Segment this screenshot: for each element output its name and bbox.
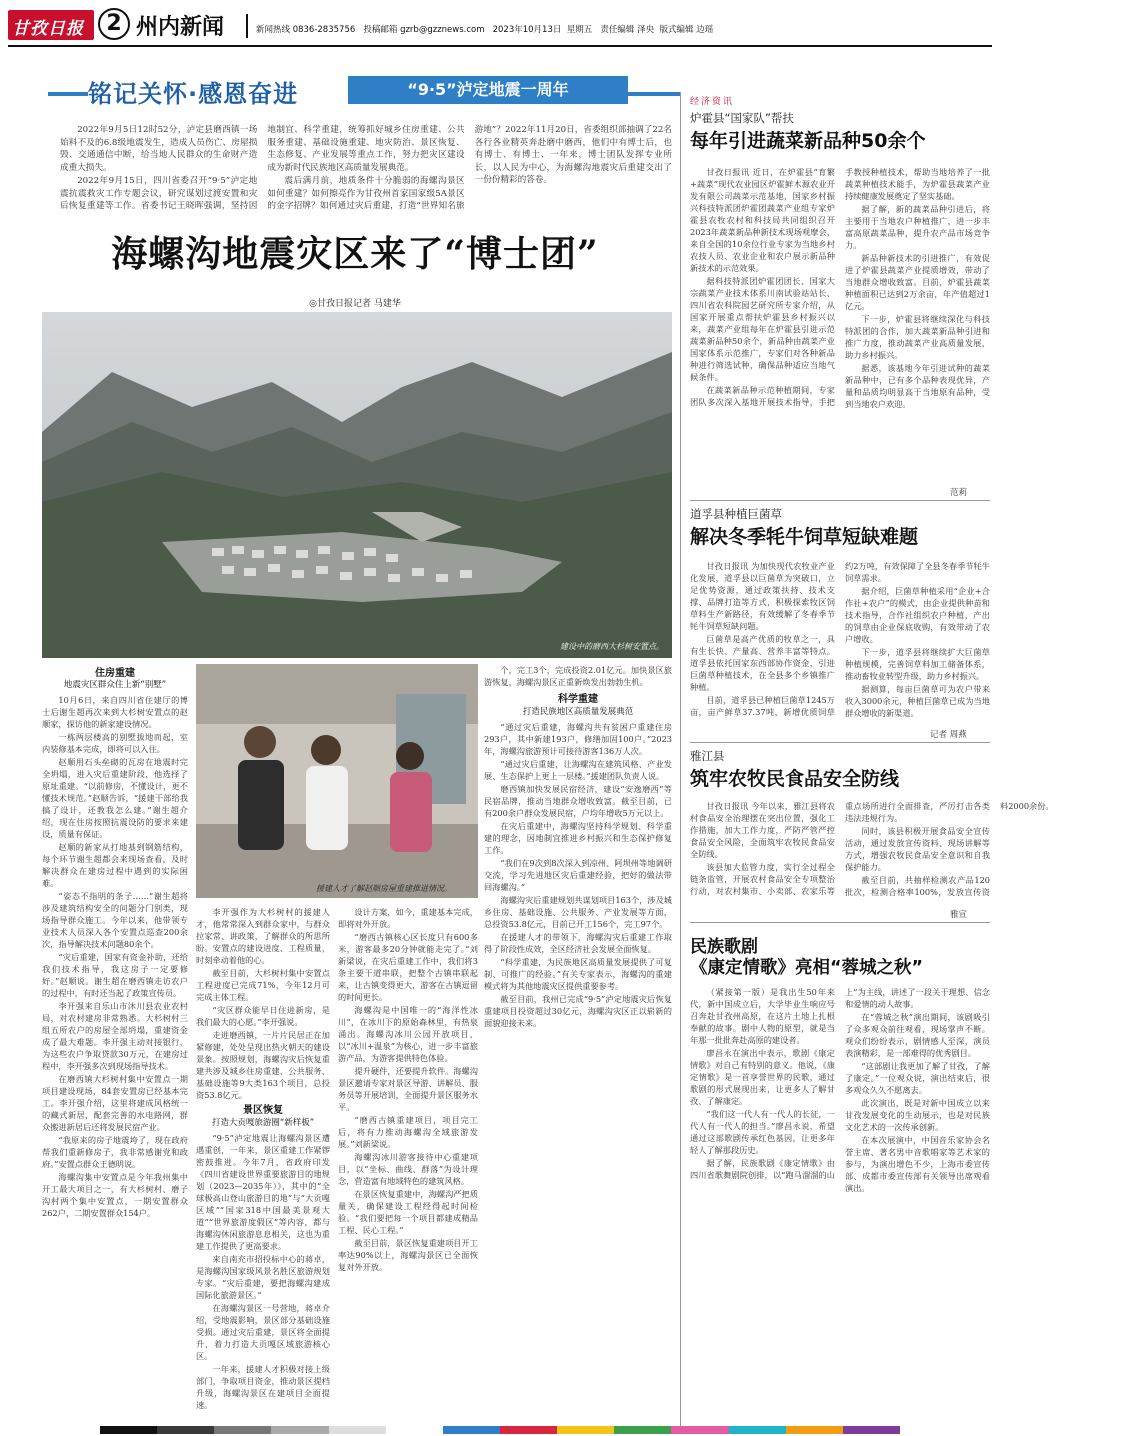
article-paragraph: “灾后重建，国家有资金补助，还给我们技术指导，我这房子一定要修好。”赵顺说。谢生超在磨西镇走访农户的过程中，有时还当起了政策宣传员。 xyxy=(42,952,188,998)
news1-paragraph: 据科技特派团炉霍团团长、国家大宗蔬菜产业技术体系川南试验站站长、四川省农科院园艺研究所专家介绍，从国家开展重点帮扶炉霍县乡村振兴以来，蔬菜产业组每年在炉霍县引进示范蔬菜新品种50余个，新品种由蔬菜产业国家体系示范推广，专家们对各种新品种进行筛选试种，确保品种适应当地气候条件。 xyxy=(690,276,835,382)
article-paragraph: 在援建人才的带领下，海螺沟灾后重建工作取得了阶段性成效，全区经济社会发展全面恢复。 xyxy=(484,932,672,954)
hotline: 新闻热线 0836-2835756 xyxy=(256,25,356,35)
article-paragraph: 赵顺的新家从打地基到钢筋结构，每个环节谢生超都会来现场查看，及时解决群众在建房过程中遇到的实际困难。 xyxy=(42,842,188,888)
article-paragraph: 在景区恢复重建中，海螺沟严把质量关，确保建设工程经得起时间检验。“我们要把每一个项目都建成精品工程、民心工程。” xyxy=(338,1189,478,1235)
article-paragraph: “姿态不指明的条子……”谢生超将涉及建筑结构安全的问题分门别类，现场指导群众施工。今年以来，他带领专业技术人员深入各个安置点巡查200余次，指导解决技术问题80余个。 xyxy=(42,891,188,949)
news4-paragraph: （紧接第一版）是我出生50年来代，新中国成立后，大学毕业生响应号召奔赴甘孜州高原，在这片土地上扎根奉献的故事。剧中人物的原型，就是当年那一批批奔赴高原的建设者。 xyxy=(690,987,835,1045)
article-paragraph: 一栋两层楼高的别墅拔地而起，室内装修基本完成，即将可以入住。 xyxy=(42,732,188,754)
masthead-rule xyxy=(8,45,992,47)
article-paragraph: 李开强来自乐山市沐川县农业农村局，对农村建房非常熟悉。大杉树村三组五所农户的房屋全部坍塌，重建资金成了最大难题。李开强主动对接银行，为这些农户争取贷款30万元，在建房过程中，李开强多次到现场指导技术。 xyxy=(42,1001,188,1071)
color-swatch xyxy=(157,1426,214,1434)
news3-body xyxy=(690,800,1054,908)
news4-paragraph: “我们这一代人有一代人的长征，一代人有一代人的担当。”廖昌永说，希望通过这部歌剧传承红色基因，让更多年轻人了解那段历史。 xyxy=(690,1109,835,1155)
article-column-4 xyxy=(484,664,672,1424)
color-swatch xyxy=(500,1426,557,1434)
news1-author: 范莉 xyxy=(950,488,968,498)
news1-subtitle: 炉霍县“国家队”帮扶 xyxy=(690,111,794,125)
page-number: 2 xyxy=(98,8,130,40)
news1-paragraph: 下一步，炉霍县将继续深化与科技特派团的合作，加大蔬菜新品种引进和推广力度，推动蔬菜产业高质量发展，助力乡村振兴。 xyxy=(845,314,990,360)
editor: 责任编辑 泽央 xyxy=(600,25,655,35)
article-paragraph: “9·5”泸定地震让海螺沟景区遭遇重创，一年来，景区重建工作紧锣密鼓推进。今年7月，省政府印发《四川省建设世界重要旅游目的地规划（2023—2035年）》，其中的“全球极高山登山旅游目的地”与“大贡嘎区域”“国家318中国最美景观大道”“世界旅游度假区”等内容，都与海螺沟休闲旅游息息相关，这也为重建工作提供了更高要求。 xyxy=(196,1133,330,1251)
issue-date: 2023年10月13日 xyxy=(492,25,562,35)
article-paragraph: “磨西古镇重建项目，项目完工后，将有力推动海螺沟全域旅游发展。”刘新梁说。 xyxy=(338,1115,478,1149)
news1-paragraph: 在蔬菜新品种示范种植期间，专家团队多次深入基地开展技术指导，手把手教授种植技术，帮助当地培养了一批蔬菜种植技术能手，为炉霍县蔬菜产业持续健康发展奠定了坚实基础。 xyxy=(690,167,990,407)
color-swatch xyxy=(786,1426,843,1434)
article-paragraph: 截至目前，景区恢复重建项目开工率达90%以上，海螺沟景区已全面恢复对外开放。 xyxy=(338,1238,478,1272)
photo-interview xyxy=(196,664,478,898)
designer: 版式编辑 边瑶 xyxy=(659,25,714,35)
photo-reconstruction-site xyxy=(42,312,672,658)
news1-kicker: 经济资讯 xyxy=(690,97,735,107)
section-name: 州内新闻 xyxy=(136,15,225,40)
news2-body xyxy=(690,560,990,734)
masthead xyxy=(0,0,1000,50)
news3-divider xyxy=(690,922,990,923)
photo1-caption: 建设中的磨西大杉树安置点。 xyxy=(560,642,664,651)
article-paragraph: “磨西古镇核心区长度只有600多米，游客最多20分钟就能走完了。”刘新梁说，在灾后重建工作中，我们将3条主要干道串联，把整个古镇串联起来，让古镇变得更大，游客在古镇逗留的时间更长。 xyxy=(338,932,478,1002)
article-column-3 xyxy=(338,906,478,1424)
color-swatch xyxy=(671,1426,728,1434)
article-paragraph: 海螺沟是中国唯一的“海洋性冰川”，在冰川下的原始森林里，有热泉涌出。海螺沟冰川公园开放项目，以“冰川+温泉”为核心，进一步丰富旅游产品，为游客提供特色体验。 xyxy=(338,1005,478,1063)
intro-paragraph: 2022年9月5日12时52分，泸定县磨西镇一场始料不及的6.8级地震发生，造成人员伤亡、房屋损毁、交通通信中断，给当地人民群众的生命财产造成重大损失。 xyxy=(60,125,258,173)
article-paragraph: 海螺沟灾后重建规划共谋划项目163个，涉及城乡住房、基础设施、公共服务、产业发展等方面，总投资53.8亿元，目前已开工156个，完工97个。 xyxy=(484,895,672,929)
article-paragraph: “我们在9次到8次深入到凉州、阿坝州等地调研交流，学习先进地区灾后重建经验，把好的做法带回海螺沟。” xyxy=(484,858,672,892)
news2-divider xyxy=(690,742,990,743)
email: 投稿邮箱 gzrb@gzznews.com xyxy=(363,25,485,35)
article-paragraph: 一年来，援建人才积极对接上级部门，争取项目资金，推动景区提档升级，海螺沟景区在建项目全面提速。 xyxy=(196,1364,330,1410)
news2-subtitle: 道孚县种植巨菌草 xyxy=(690,507,782,521)
article-paragraph: 来自南充市招投标中心的蒋卓，是海螺沟国家级风景名胜区旅游规划专家。“灾后重建，要把海螺沟建成国际化旅游景区。” xyxy=(196,1254,330,1300)
article-paragraph: 设计方案，如今，重建基本完成，即将对外开放。 xyxy=(338,907,478,929)
article-paragraph: 海螺沟集中安置点是今年我州集中开工最大项目之一，有大杉树村、磨子沟村两个集中安置点，一期安置群众262户，二期安置群众154户。 xyxy=(42,1172,188,1218)
article-paragraph: 在灾后重建中，海螺沟坚持科学规划、科学重建的理念，因地制宜推进乡村振兴和生态保护修复工作。 xyxy=(484,821,672,855)
news2-paragraph: 据测算，每亩巨菌草可为农户带来收入3000余元，种植巨菌草已成为当地群众增收的新渠道。 xyxy=(845,684,990,718)
news1-divider xyxy=(690,500,990,501)
color-swatch xyxy=(843,1426,900,1434)
article-paragraph: 磨西镇加快发展民宿经济，建设“安逸磨西”等民宿品牌，推动当地群众增收致富。截至目前，已有200余户群众发展民宿，户均年增收5万元以上。 xyxy=(484,784,672,818)
main-headline: 海螺沟地震灾区来了“博士团” xyxy=(111,233,599,275)
interview-illustration xyxy=(196,664,478,898)
article-paragraph: 在海螺沟景区一号营地，蒋卓介绍，受地震影响，景区部分基础设施受损。通过灾后重建，景区将全面提升，着力打造大贡嘎区域旅游核心区。 xyxy=(196,1303,330,1361)
news1-body xyxy=(690,166,990,484)
color-swatch xyxy=(614,1426,671,1434)
color-swatch xyxy=(214,1426,271,1434)
byline: ◎甘孜日报记者 马建华 xyxy=(309,299,401,309)
news3-paragraph: 该县加大监管力度，实行全过程全链条监管，开展农村食品安全专项整治行动，对农村集市、小卖部、农家乐等重点场所进行全面排查，严厉打击各类违法违规行为。 xyxy=(690,801,990,896)
news2-paragraph: 巨菌草是高产优质的牧草之一，具有生长快、产量高、营养丰富等特点。道孚县依托国家东西部协作资金，引进巨菌草种植技术，在全县多个乡镇推广种植。 xyxy=(690,634,835,692)
news1-paragraph: 据了解，新的蔬菜品种引进后，将主要用于当地农户种植推广，进一步丰富高原蔬菜品种，提升农产品市场竞争力。 xyxy=(845,204,990,250)
news2-paragraph: 下一步，道孚县将继续扩大巨菌草种植规模，完善饲草料加工储备体系，推动畜牧业转型升级，助力乡村振兴。 xyxy=(845,647,990,681)
article-paragraph: 10月6日，来自四川省住建厅的博士后谢生超再次来到大杉树安置点的赵顺家，探访他的新家建设情况。 xyxy=(42,695,188,729)
color-swatch xyxy=(443,1426,500,1434)
article-paragraph: “通过灾后重建，让海螺沟在建筑风格、产业发展、生态保护上更上一层楼。”援建团队负责人说。 xyxy=(484,759,672,781)
article-column-2 xyxy=(196,906,330,1424)
article-paragraph: 走进磨西镇，一片片民居正在加紧修建，处处呈现出热火朝天的建设景象。按照规划，海螺沟灾后恢复重建共涉及城乡住房重建、公共服务、基础设施等9大类163个项目，总投资53.8亿元。 xyxy=(196,1030,330,1100)
news3-paragraph: 同时，该县积极开展食品安全宣传活动，通过发放宣传资料、现场讲解等方式，增强农牧民食品安全意识和自我保护能力。 xyxy=(845,826,990,872)
news2-paragraph: 据介绍，巨菌草种植采用“企业+合作社+农户”的模式，由企业提供种苗和技术指导，合作社组织农户种植，产出的饲草由企业保底收购，有效带动了农户增收。 xyxy=(845,586,990,644)
news2-author: 记者 周燕 xyxy=(930,730,967,740)
news1-paragraph: 据悉，该基地今年引进试种的蔬菜新品种中，已有多个品种表现优异，产量和品质均明显高于当地原有品种，受到当地农户欢迎。 xyxy=(845,363,990,409)
article-paragraph: 李开强作为大杉树村的援建人才，他常常深入到群众家中，与群众拉家常、讲政策，了解群众的所思所盼。安置点的建设进度、工程质量，时刻牵动着他的心。 xyxy=(196,907,330,965)
article-paragraph: “我原来的房子地震垮了，现在政府帮我们重新修房子，我非常感谢党和政府。”安置点群众王德明说。 xyxy=(42,1135,188,1169)
section2-sub: 打造大贡嘎旅游圈“新样板” xyxy=(211,1118,315,1128)
news4-paragraph: 据了解，民族歌剧《康定情歌》由四川省歌舞剧院创排，以“跑马溜溜的山上”为主线，讲述了一段关于理想、信念和爱情的动人故事。 xyxy=(690,987,990,1180)
news3-paragraph: 甘孜日报讯 今年以来，雅江县将农村食品安全治理摆在突出位置，强化工作措施，加大工作力度，严防严管严控食品安全风险，全面筑牢农牧民食品安全防线。 xyxy=(690,801,835,859)
color-swatch xyxy=(329,1426,386,1434)
news4-paragraph: 在“蓉城之秋”演出期间，该剧吸引了众多观众前往观看，现场掌声不断。观众们纷纷表示，剧情感人至深，演员表演精彩，是一部难得的优秀剧目。 xyxy=(845,1012,990,1058)
news2-paragraph: 甘孜日报讯 为加快现代农牧业产业化发展，道孚县以巨菌草为突破口，立足优势资源，通过政策扶持、技术支撑、品牌打造等方式，积极探索牧区饲草料生产新路径，有效缓解了冬春季节牦牛饲草短缺问题。 xyxy=(690,561,835,631)
intro-paragraph: 2022年9月15日，四川省委召开“9·5”泸定地震抗震救灾工作专题会议，研究谋划过渡安置和灾后恢复重建等工作。省委书记王晓晖强调，坚持因地制宜、科学重建，统筹抓好城乡住房重建、公共服务重建、基础设施重建、地灾防治、景区恢复、生态修复、产业发展等重点工作，努力把灾区建设成为新时代民族地区高质量发展典范。 xyxy=(60,125,465,211)
article-paragraph: “通过灾后重建，海螺沟共有贫困户重建住房293户，其中新建193户，修缮加固100户。”2023年，海螺沟旅游预计可接待游客136万人次。 xyxy=(484,722,672,756)
news4-paragraph: 廖昌永在演出中表示，歌剧《康定情歌》对自己有特别的意义。他说，《康定情歌》是一首享誉世界的民歌，通过歌剧的形式展现出来，让更多人了解甘孜、了解康定。 xyxy=(690,1048,835,1106)
news4-title: 《康定情歌》亮相“蓉城之秋” xyxy=(690,958,924,978)
article-paragraph: “科学重建，为民族地区高质量发展提供了可复制、可推广的经验。”有关专家表示，海螺沟的重建模式将为其他地震灾区提供重要参考。 xyxy=(484,957,672,991)
article-paragraph: 提升硬件，还要提升软件。海螺沟景区邀请专家对景区导游、讲解员、服务员等开展培训，全面提升景区服务水平。 xyxy=(338,1066,478,1112)
masthead-divider xyxy=(246,14,248,38)
banner-swoosh-right xyxy=(628,92,680,96)
banner-swoosh xyxy=(48,92,88,96)
section1-sub: 地震灾区群众住上新“别墅” xyxy=(63,680,167,690)
color-swatch xyxy=(729,1426,786,1434)
article-paragraph: 在磨西镇大杉树村集中安置点一期项目建设现场，84套安置房已经基本完工。李开强介绍，这里将建成风格统一的藏式新居，配套完善的水电路网，群众搬进新居后还将发展民宿产业。 xyxy=(42,1074,188,1132)
intro-text xyxy=(60,124,672,216)
article-paragraph: “灾区群众能早日住进新房，是我们最大的心愿。”李开强说。 xyxy=(196,1005,330,1027)
color-swatch xyxy=(100,1426,157,1434)
brand-logo: 甘孜日报 xyxy=(12,19,84,39)
news1-paragraph: 新品种新技术的引进推广，有效促进了炉霍县蔬菜产业提质增效，带动了当地群众增收致富。目前，炉霍县蔬菜种植面积已达到2万余亩，年产值超过1亿元。 xyxy=(845,253,990,311)
section3-sub: 打造民族地区高质量发展典范 xyxy=(522,707,634,717)
news4-body xyxy=(690,986,990,1424)
column-divider xyxy=(680,92,681,1428)
article-paragraph: 赵顺用石头垒砌的瓦房在地震时完全坍塌，进入灾后重建阶段，他选择了原址重建。“以前修房，不懂设计，更不懂技术规范。”赵顺告诉，“援建干部给我搞了设计，还教我怎么建。”谢生超介绍，现在住房按照抗震设防的要求来建设，质量有保证。 xyxy=(42,757,188,839)
banner-tag: “9·5”泸定地震一周年 xyxy=(348,76,628,104)
intro-paragraph: 震后满月前，地质条件十分脆弱的海螺沟景区如何重建？如何擦亮作为甘孜州首家国家级5A景区的金字招牌？如何通过灾后重建，打造“世界知名旅游地”？2022年11月20日，省委组织部抽调了22名各行各业精英奔赴磨中磨西，他们中有博士后，也有博士、有博士、一年来，博士团队发挥专业所长，以人民为中心，为海螺沟地震灾后重建交出了一份份精彩的答卷。 xyxy=(267,125,672,211)
news2-paragraph: 目前，道孚县已种植巨菌草1245万亩，亩产鲜草37.37吨，新增优质饲草约2万吨，有效保障了全县冬春季节牦牛饲草需求。 xyxy=(690,561,990,717)
news4-paragraph: 此次演出，既是对新中国成立以来甘孜发展变化的生动展示，也是对民族文化艺术的一次传承创新。 xyxy=(845,1098,990,1132)
article-paragraph: 截至目前，我州已完成“9·5”泸定地震灾后恢复重建项目投资超过30亿元，海螺沟灾区正以崭新的面貌迎接未来。 xyxy=(484,994,672,1028)
news4-paragraph: 在本次展演中，中国音乐家协会名誉主席、著名男中音歌唱家等艺术家的参与，为演出增色不少，上海市委宣传部、成都市委宣传部有关领导出席观看演出。 xyxy=(845,1135,990,1193)
news4-paragraph: “这部剧让我更加了解了甘孜，了解了康定。”一位观众说，演出结束后，很多观众久久不愿离去。 xyxy=(845,1061,990,1095)
news3-paragraph: 截至目前，共抽样检测农产品120批次，检测合格率100%，发放宣传资料2000余份。 xyxy=(845,801,1054,897)
banner xyxy=(48,70,680,118)
section3-title: 科学重建 xyxy=(558,694,598,705)
banner-title: 铭记关怀·感恩奋进 xyxy=(88,80,299,108)
article-paragraph: 个，完工3个，完成投资2.01亿元。加快景区旅游恢复，海螺沟景区正重新焕发出勃勃生机。 xyxy=(484,665,672,687)
section2-title: 景区恢复 xyxy=(243,1105,283,1116)
photo2-caption: 援建人才了解赵顺房屋重建推进情况。 xyxy=(316,884,452,893)
article-paragraph: 截至目前，大杉树村集中安置点工程进度已完成71%，今年12月可完成主体工程。 xyxy=(196,968,330,1002)
masthead-info xyxy=(256,23,713,35)
news3-subtitle: 雅江县 xyxy=(690,749,725,763)
article-column-1 xyxy=(42,694,188,1424)
weekday: 星期五 xyxy=(566,25,593,35)
news1-paragraph: 甘孜日报讯 近日，在炉霍县“育繁+蔬菜”现代农业园区炉霍鲜木源农业开发有限公司蔬菜示范基地，国家乡村振兴科技特派团炉霍团蔬菜产业组专家炉霍县农牧农村和科技局共同组织召开2023年蔬菜新品种新技术现场观摩会，来自全国的10余位行业专家为当地乡村农技人员、农业企业和农户展示新品种新技术的示范效果。 xyxy=(690,167,835,273)
article-paragraph: 海螺沟冰川游客接待中心重建项目，以“坐标、曲线、群落”为设计理念，营造富有地域特色的建筑风格。 xyxy=(338,1152,478,1186)
print-color-bar xyxy=(100,1426,900,1434)
news2-title: 解决冬季牦牛饲草短缺难题 xyxy=(690,526,919,548)
news4-kicker: 民族歌剧 xyxy=(690,937,758,957)
color-swatch xyxy=(386,1426,443,1434)
news3-title: 筑牢农牧民食品安全防线 xyxy=(690,768,900,790)
section1-title: 住房重建 xyxy=(95,668,135,679)
news3-author: 雅宣 xyxy=(950,910,968,920)
color-swatch xyxy=(271,1426,328,1434)
news1-title: 每年引进蔬菜新品种50余个 xyxy=(690,130,926,152)
landscape-illustration xyxy=(42,312,672,658)
color-swatch xyxy=(557,1426,614,1434)
